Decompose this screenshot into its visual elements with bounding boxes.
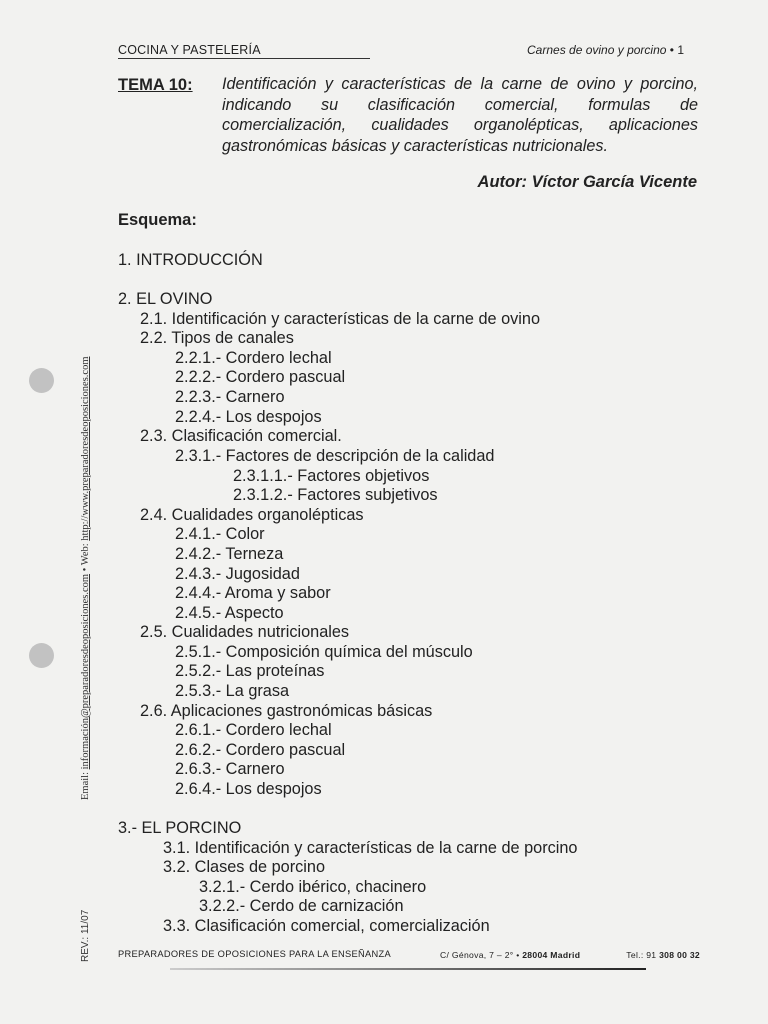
outline-item: 3.3. Clasificación comercial, comercialización [163,917,490,935]
outline-item: 2.2.3.- Carnero [175,388,285,406]
outline-item: 2. EL OVINO [118,290,213,308]
footer-rule [170,968,646,970]
outline-item: 2.6.3.- Carnero [175,760,285,778]
email-link[interactable]: información@preparadoresdeoposiciones.com [80,573,91,770]
outline-item: 2.2. Tipos de canales [140,329,294,347]
outline-item: 2.6.1.- Cordero lechal [175,721,332,739]
author-line: Autor: Víctor García Vicente [477,173,697,191]
header-course: COCINA Y PASTELERÍA [118,43,370,59]
outline-item: 3.- EL PORCINO [118,819,242,837]
outline-item: 2.4.5.- Aspecto [175,604,284,622]
outline-item: 1. INTRODUCCIÓN [118,251,263,269]
revision-label: REV.: 11/07 [80,909,91,962]
tema-label: TEMA 10: [118,76,193,94]
punch-hole [29,643,54,668]
outline-item: 3.2.1.- Cerdo ibérico, chacinero [199,878,427,896]
outline-item: 2.5. Cualidades nutricionales [140,623,350,641]
header-topic [527,43,684,57]
outline-item: 2.4.3.- Jugosidad [175,565,300,583]
web-link[interactable]: http://www.preparadoresdeoposiciones.com [80,356,91,541]
outline-item: 2.4.4.- Aroma y sabor [175,584,331,602]
footer-phone [626,950,700,960]
outline-item: 3.1. Identificación y características de la carne de porcino [163,839,578,857]
header-topic-text: Carnes de ovino y porcino [527,43,667,57]
outline-item: 2.3. Clasificación comercial. [140,427,342,445]
outline-item: 2.6.4.- Los despojos [175,780,322,798]
footer-organization: PREPARADORES DE OPOSICIONES PARA LA ENSEÑANZA [118,949,392,959]
outline-item: 2.5.1.- Composición química del músculo [175,643,473,661]
punch-hole [29,368,54,393]
footer-street: C/ Génova, 7 – 2° • [440,950,523,960]
email-label: Email: [80,769,91,800]
outline-item: 2.4.2.- Terneza [175,545,284,563]
outline-heading: Esquema: [118,211,197,229]
outline-item: 2.2.2.- Cordero pascual [175,368,346,386]
side-contact [80,357,91,800]
outline-item: 2.5.3.- La grasa [175,682,290,700]
outline-item: 2.6. Aplicaciones gastronómicas básicas [140,702,433,720]
outline-item: 2.1. Identificación y características de la carne de ovino [140,310,541,328]
footer-city: 28004 Madrid [522,950,581,960]
page-number: • 1 [669,43,684,57]
outline-item: 2.6.2.- Cordero pascual [175,741,346,759]
footer-tel-number: 308 00 32 [659,950,700,960]
outline-item: 2.4. Cualidades organolépticas [140,506,364,524]
outline-item: 3.2.2.- Cerdo de carnización [199,897,404,915]
outline-item: 2.3.1.1.- Factores objetivos [233,467,430,485]
outline-item: 2.4.1.- Color [175,525,265,543]
footer-address [440,950,580,960]
outline-item: 2.3.1.- Factores de descripción de la calidad [175,447,495,465]
outline-item: 2.2.4.- Los despojos [175,408,322,426]
outline-item: 3.2. Clases de porcino [163,858,326,876]
outline-item: 2.5.2.- Las proteínas [175,662,325,680]
tema-title: Identificación y características de la carne de ovino y porcino, indicando su clasificación comercial, formulas de comercialización, cualidades organolépticas, aplicaciones gastronómicas básicas y características nutricionales. [222,75,698,155]
footer-tel-label: Tel.: 91 [626,950,660,960]
web-separator: • Web: [80,540,91,574]
outline-item: 2.2.1.- Cordero lechal [175,349,332,367]
outline-item: 2.3.1.2.- Factores subjetivos [233,486,438,504]
